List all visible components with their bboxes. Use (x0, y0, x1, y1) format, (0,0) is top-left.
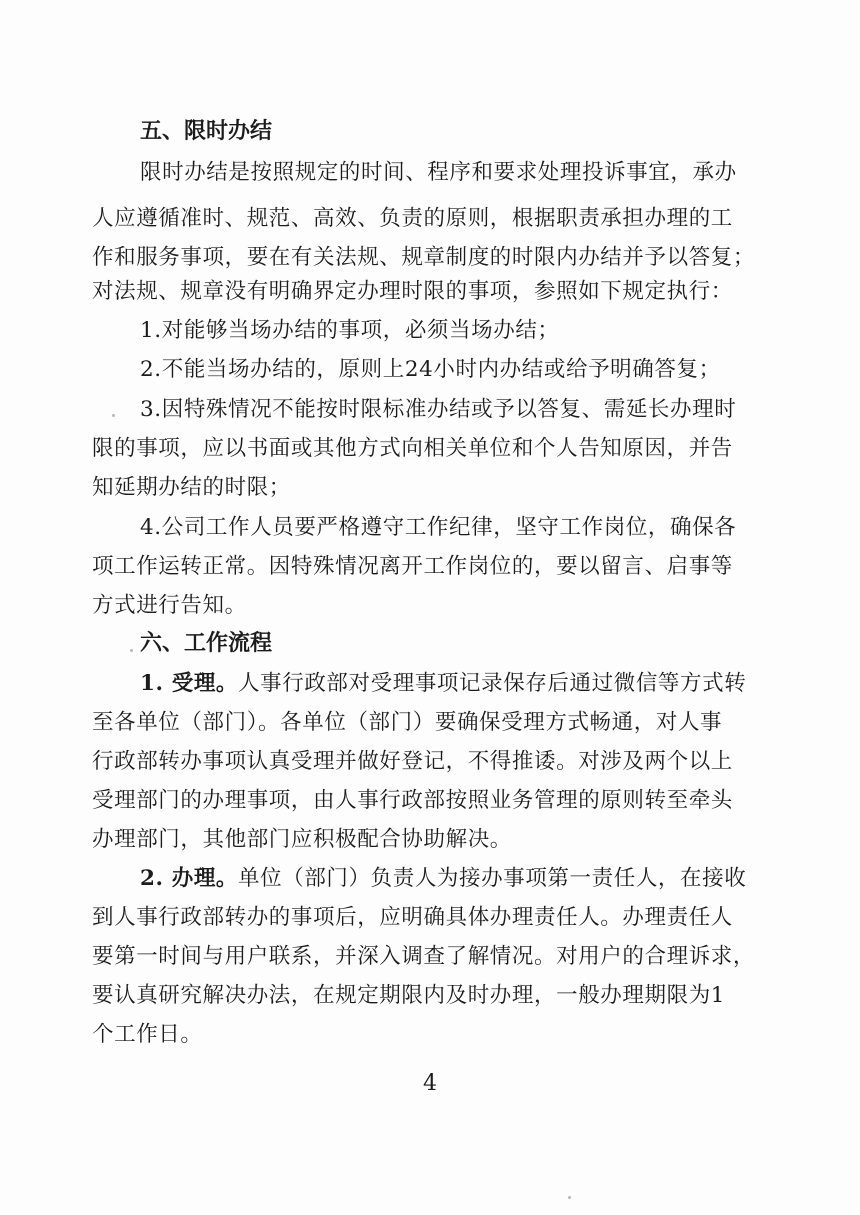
paragraph-line: 对法规、规章没有明确界定办理时限的事项，参照如下规定执行： (92, 279, 733, 304)
list-item-continuation: 限的事项，应以书面或其他方式向相关单位和个人告知原因，并告 (92, 436, 733, 461)
list-item-continuation: 知延期办结的时限； (92, 475, 291, 500)
paragraph-line: 至各单位（部门）。各单位（部门）要确保受理方式畅通，对人事 (92, 710, 723, 735)
paragraph-line: 个工作日。 (92, 1022, 203, 1047)
list-item: 3.因特殊情况不能按时限标准办结或予以答复、需延长办理时 (140, 397, 737, 422)
paragraph-line: 要认真研究解决办法，在规定期限内及时办理，一般办理期限为1 (92, 983, 726, 1008)
step-text: 单位（部门）负责人为接办事项第一责任人，在接收 (238, 866, 747, 891)
scan-speck (130, 649, 133, 652)
paragraph-line: 限时办结是按照规定的时间、程序和要求处理投诉事宜，承办 (140, 160, 737, 185)
paragraph-line: 受理部门的办理事项，由人事行政部按照业务管理的原则转至牵头 (92, 788, 733, 813)
list-item-continuation: 项工作运转正常。因特殊情况离开工作岗位的，要以留言、启事等 (92, 554, 733, 579)
scan-speck (112, 414, 115, 417)
page-number: 4 (423, 1071, 437, 1096)
paragraph-line: 作和服务事项，要在有关法规、规章制度的时限内办结并予以答复； (92, 245, 756, 270)
section-heading-5: 五、限时办结 (140, 119, 273, 144)
paragraph-line: 行政部转办事项认真受理并做好登记，不得推诿。对涉及两个以上 (92, 749, 733, 774)
step-text: 人事行政部对受理事项记录保存后通过微信等方式转 (238, 671, 747, 696)
step-first-line (140, 664, 746, 704)
step-label: 1. 受理。 (140, 671, 239, 696)
paragraph-line: 办理部门，其他部门应积极配合协助解决。 (92, 827, 512, 852)
list-item: 1.对能够当场办结的事项，必须当场办结； (140, 318, 560, 343)
paragraph-line: 到人事行政部转办的事项后，应明确具体办理责任人。办理责任人 (92, 905, 733, 930)
list-item: 4.公司工作人员要严格遵守工作纪律，坚守工作岗位，确保各 (140, 515, 737, 540)
paragraph-line: 要第一时间与用户联系，并深入调查了解情况。对用户的合理诉求， (92, 944, 756, 969)
step-first-line (140, 859, 746, 899)
step-label: 2. 办理。 (140, 866, 239, 891)
section-heading-6: 六、工作流程 (140, 631, 273, 656)
list-item-continuation: 方式进行告知。 (92, 593, 247, 618)
scan-speck (568, 1196, 571, 1199)
list-item: 2.不能当场办结的，原则上24小时内办结或给予明确答复； (140, 357, 721, 382)
paragraph-line: 人应遵循准时、规范、高效、负责的原则，根据职责承担办理的工 (92, 206, 733, 231)
